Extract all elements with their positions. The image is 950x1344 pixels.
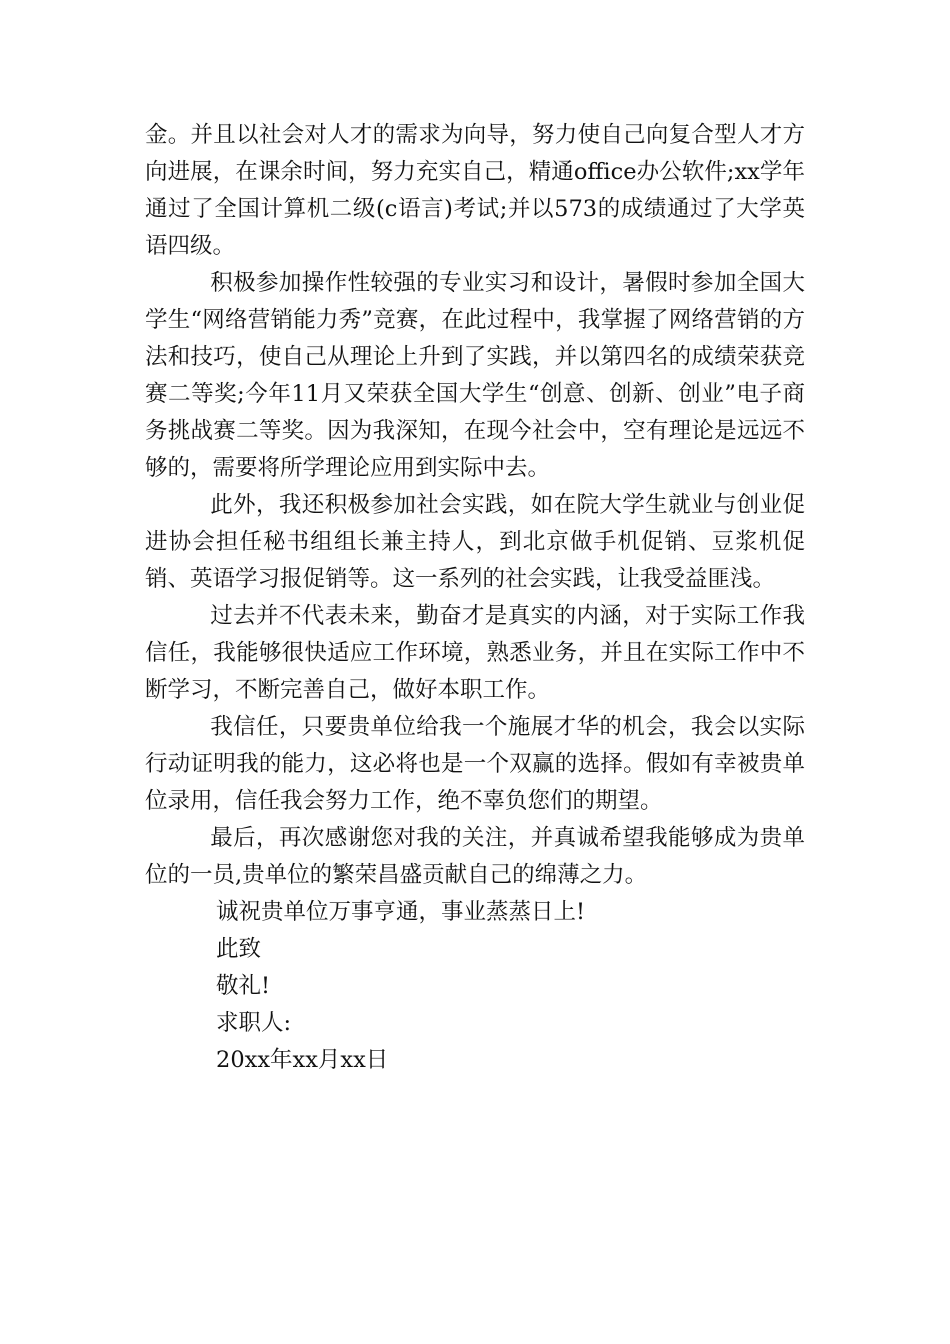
applicant-label: 求职人:	[216, 1010, 292, 1036]
closing-wish: 诚祝贵单位万事亨通，事业蒸蒸日上!	[216, 899, 586, 925]
paragraph-social-practice: 此外，我还积极参加社会实践，如在院大学生就业与创业促进协会担任秘书组组长兼主持人，到北京做手机促销、豆浆机促销、英语学习报促销等。这一系列的社会实践，让我受益匪浅。	[145, 492, 805, 592]
closing-salute-2: 敬礼!	[216, 973, 271, 999]
closing-salute-1: 此致	[216, 936, 262, 962]
paragraph-trust: 我信任，只要贵单位给我一个施展才华的机会，我会以实际行动证明我的能力，这必将也是一个双赢的选择。假如有幸被贵单位录用，信任我会努力工作，绝不辜负您们的期望。	[145, 714, 805, 814]
paragraph-continued: 金。并且以社会对人才的需求为向导，努力使自己向复合型人才方向进展，在课余时间，努力充实自己，精通office办公软件;xx学年通过了全国计算机二级(c语言)考试;并以573的成绩通过了大学英语四级。	[145, 122, 805, 259]
paragraph-future: 过去并不代表未来，勤奋才是真实的内涵，对于实际工作我信任，我能够很快适应工作环境，熟悉业务，并且在实际工作中不断学习，不断完善自己，做好本职工作。	[145, 603, 805, 703]
paragraph-practice: 积极参加操作性较强的专业实习和设计，暑假时参加全国大学生“网络营销能力秀”竞赛，在此过程中，我掌握了网络营销的方法和技巧，使自己从理论上升到了实践，并以第四名的成绩荣获竞赛二等奖;今年11月又荣获全国大学生“创意、创新、创业”电子商务挑战赛二等奖。因为我深知，在现今社会中，空有理论是远远不够的，需要将所学理论应用到实际中去。	[145, 270, 805, 481]
letter-body	[145, 117, 805, 1079]
letter-date: 20xx年xx月xx日	[216, 1047, 389, 1073]
paragraph-thanks: 最后，再次感谢您对我的关注，并真诚希望我能够成为贵单位的一员,贵单位的繁荣昌盛贡献自己的绵薄之力。	[145, 825, 805, 888]
